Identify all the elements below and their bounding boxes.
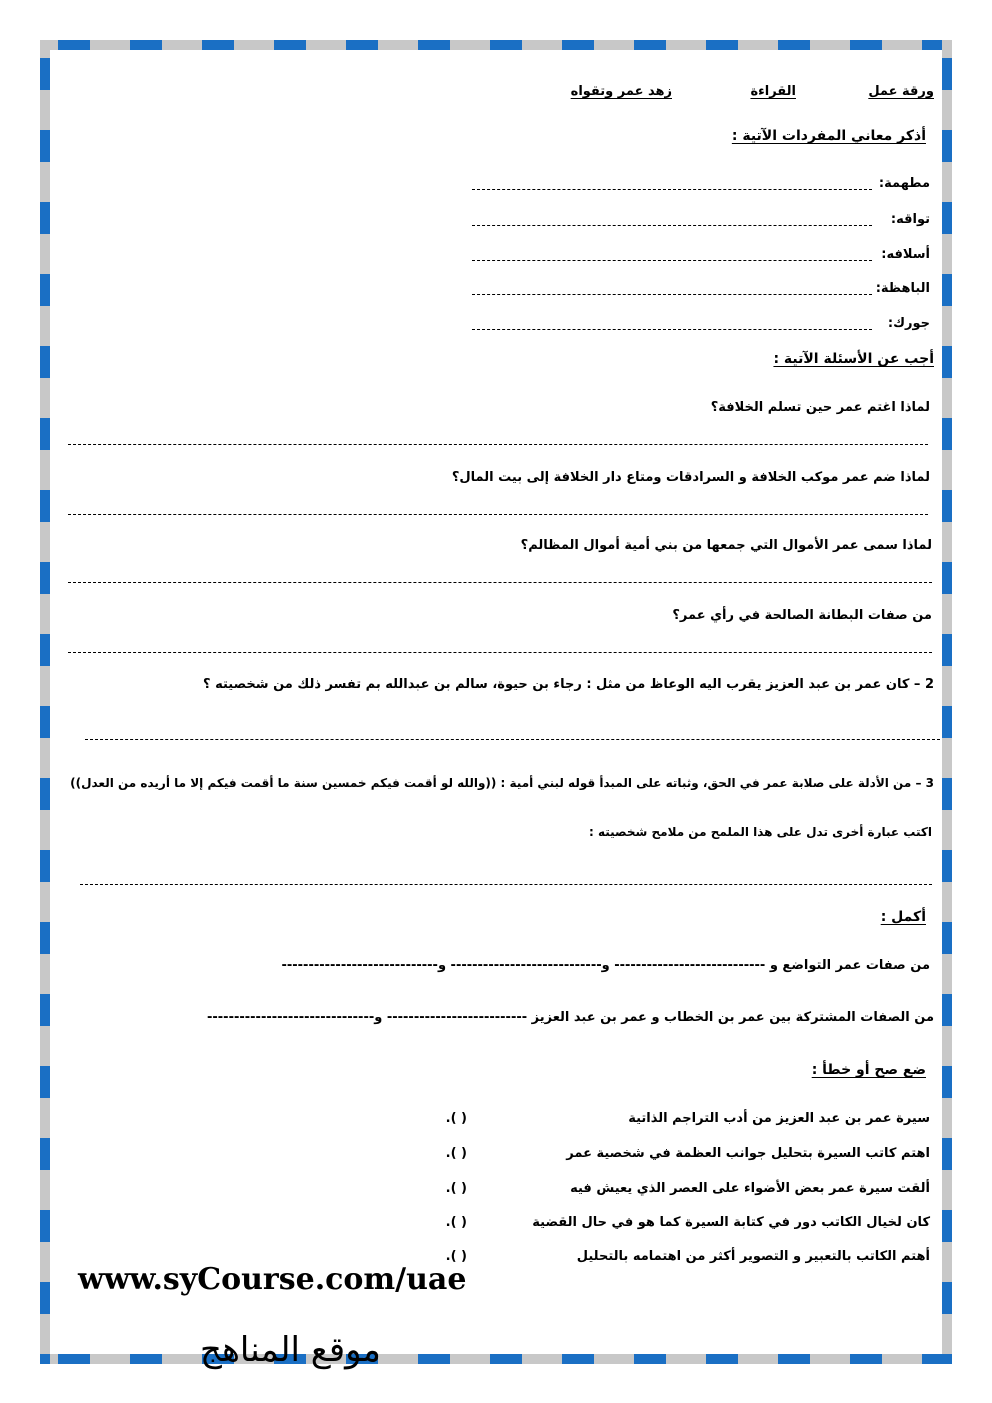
answer-box[interactable]: ( ). (445, 1146, 467, 1161)
vocab-word: جورك: (887, 316, 930, 331)
answer-box[interactable]: ( ). (445, 1111, 467, 1126)
vocab-word: مطهمة: (878, 176, 930, 191)
answer-box[interactable]: ( ). (445, 1181, 467, 1196)
border-bottom (40, 1354, 952, 1364)
vocab-answer-line[interactable] (472, 189, 872, 190)
subject-label: القراءة (750, 84, 796, 99)
border-top (40, 40, 952, 50)
complete-item-1[interactable]: من صفات عمر التواضع و ---------------------------- و---------------------------- و----------------------------- (281, 958, 930, 973)
vocab-answer-line[interactable] (472, 260, 872, 261)
answer-box[interactable]: ( ). (445, 1249, 467, 1264)
watermark-logo: موقع المناهج (200, 1330, 381, 1370)
truefalse-statement: ألقت سيرة عمر بعض الأضواء على العصر الذي يعيش فيه (570, 1181, 930, 1196)
vocab-word: أسلافه: (881, 247, 930, 262)
questions-heading: أجب عن الأسئلة الآتية : (773, 351, 934, 367)
vocab-word: تواقه: (890, 212, 930, 227)
answer-line[interactable] (68, 514, 928, 515)
truefalse-statement: اهتم كاتب السيرة بتحليل جوانب العظمة في شخصية عمر (566, 1146, 930, 1161)
complete-heading: أكمل : (880, 909, 926, 925)
answer-line[interactable] (68, 582, 932, 583)
border-right (942, 40, 952, 1364)
answer-line[interactable] (80, 884, 932, 885)
question-q3: 3 – من الأدلة على صلابة عمر في الحق، وثباته على المبدأ قوله لبني أمية : ((والله لو أقمت فيكم خمسين سنة ما أقمت فيكم إلا ما أريده من العدل)) (70, 776, 934, 790)
question-3: لماذا سمى عمر الأموال التي جمعها من بني أمية أموال المظالم؟ (520, 538, 932, 553)
question-2: لماذا ضم عمر موكب الخلافة و السرادقات ومتاع دار الخلافة إلى بيت المال؟ (451, 470, 930, 485)
vocab-word: الباهظة: (875, 281, 930, 296)
vocab-answer-line[interactable] (472, 225, 872, 226)
vocab-answer-line[interactable] (472, 329, 872, 330)
truefalse-statement: كان لخيال الكاتب دور في كتابة السيرة كما هو في حال القضية (532, 1215, 930, 1230)
border-left (40, 40, 50, 1364)
truefalse-statement: سيرة عمر بن عبد العزيز من أدب التراجم الذاتية (628, 1111, 930, 1126)
question-q3b: اكتب عبارة أخرى تدل على هذا الملمح من ملامح شخصيته : (589, 825, 932, 839)
answer-box[interactable]: ( ). (445, 1215, 467, 1230)
question-q2: 2 – كان عمر بن عبد العزيز يقرب اليه الوعاظ من مثل : رجاء بن حيوة، سالم بن عبدالله بم تفسر ذلك من شخصيته ؟ (203, 677, 934, 692)
truefalse-statement: أهتم الكاتب بالتعبير و التصوير أكثر من اهتمامه بالتحليل (576, 1249, 930, 1264)
answer-line[interactable] (68, 444, 928, 445)
vocab-heading: أذكر معاني المفردات الآتية : (731, 128, 926, 144)
lesson-title: زهد عمر وتقواه (570, 84, 672, 99)
worksheet-label: ورقة عمل (868, 84, 934, 99)
question-4: من صفات البطانة الصالحة في رأي عمر؟ (672, 608, 932, 623)
vocab-answer-line[interactable] (472, 294, 872, 295)
watermark-url: www.syCourse.com/uae (78, 1262, 467, 1297)
question-1: لماذا اغتم عمر حين تسلم الخلافة؟ (710, 400, 930, 415)
answer-line[interactable] (85, 739, 940, 740)
answer-line[interactable] (68, 652, 932, 653)
complete-item-2[interactable]: من الصفات المشتركة بين عمر بن الخطاب و عمر بن عبد العزيز -------------------------- و------------------------------- (206, 1010, 934, 1025)
truefalse-heading: ضع صح أو خطأ : (811, 1062, 926, 1078)
